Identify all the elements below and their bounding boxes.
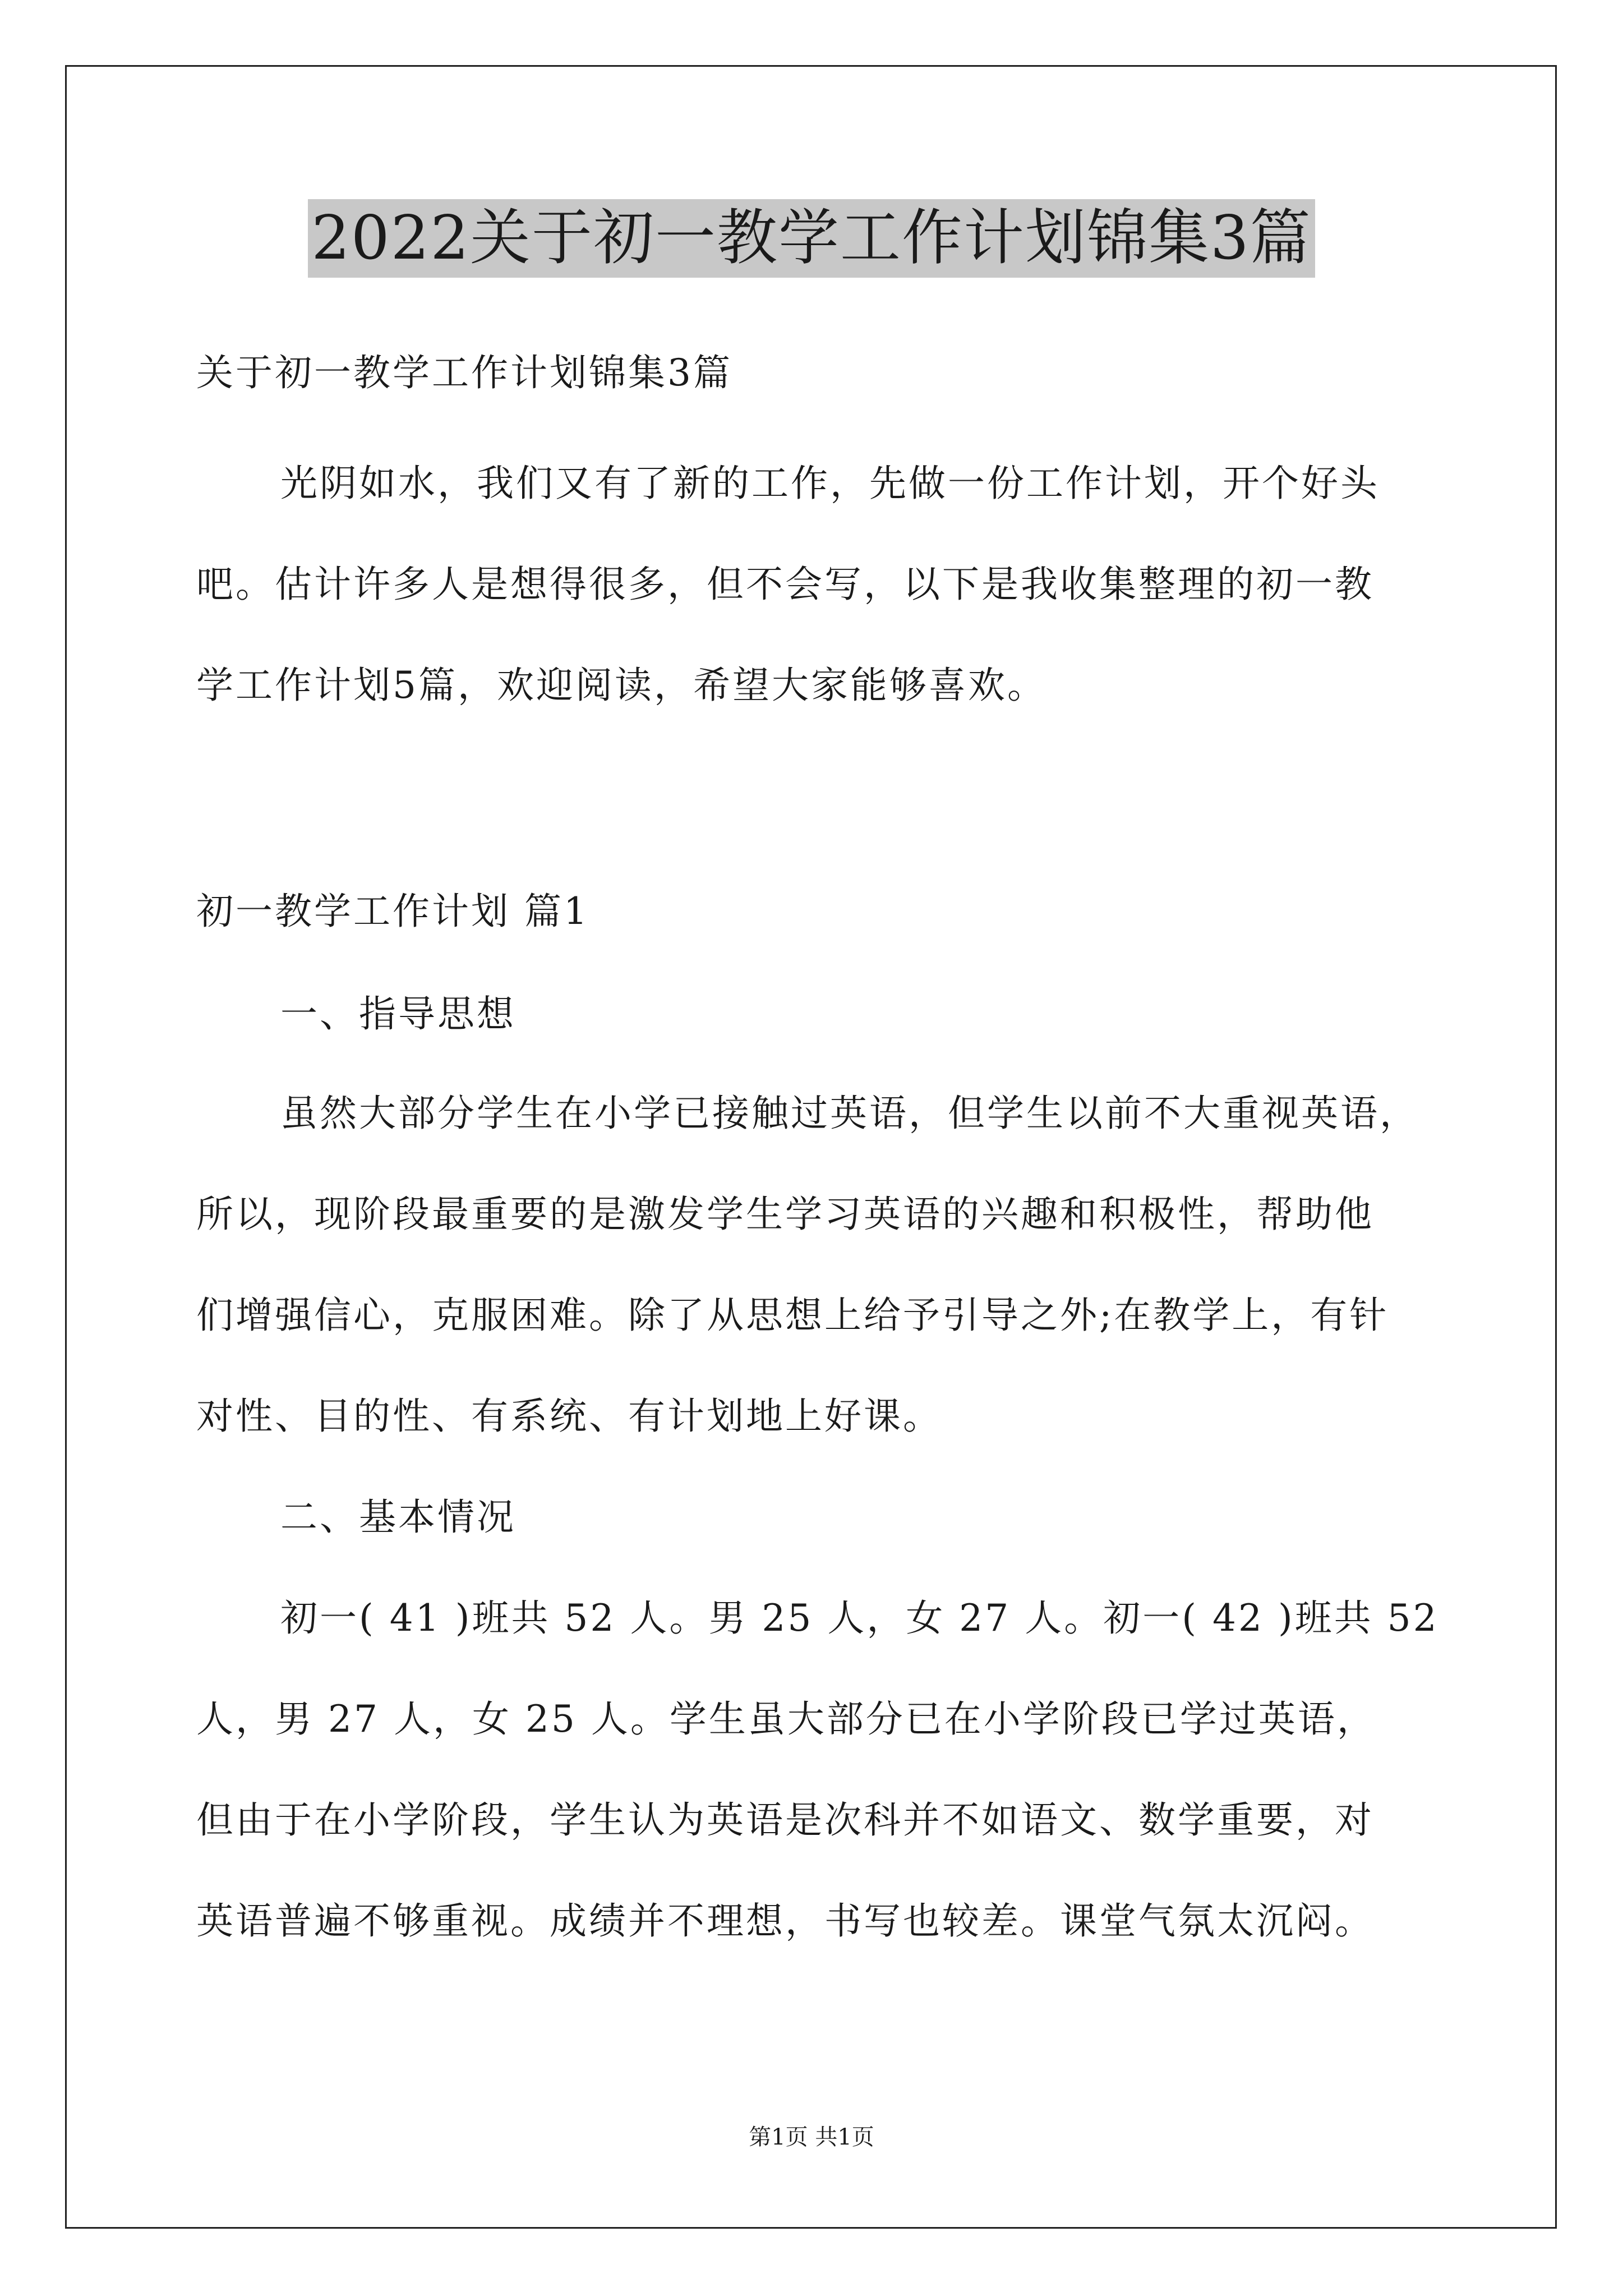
- paragraph-line: 所以，现阶段最重要的是激发学生学习英语的兴趣和积极性，帮助他: [196, 1193, 1374, 1236]
- paragraph-line: 但由于在小学阶段，学生认为英语是次科并不如语文、数学重要，对: [196, 1798, 1374, 1842]
- subsection-heading: 一、指导思想: [280, 992, 516, 1036]
- paragraph-line: 人，男 27 人，女 25 人。学生虽大部分已在小学阶段已学过英语，: [196, 1697, 1376, 1741]
- title-container: [0, 199, 1623, 278]
- paragraph-line: 吧。估计许多人是想得很多，但不会写，以下是我收集整理的初一教: [196, 563, 1374, 606]
- paragraph-line: 英语普遍不够重视。成绩并不理想，书写也较差。课堂气氛太沉闷。: [196, 1899, 1374, 1943]
- subtitle-line: 关于初一教学工作计划锦集3篇: [196, 351, 732, 394]
- section-heading: 初一教学工作计划 篇1: [196, 890, 589, 933]
- paragraph-line: 初一( 41 )班共 52 人。男 25 人，女 27 人。初一( 42 )班共 52: [280, 1596, 1439, 1640]
- paragraph-line: 们增强信心，克服困难。除了从思想上给予引导之外;在教学上，有针: [196, 1294, 1389, 1337]
- paragraph-line: 光阴如水，我们又有了新的工作，先做一份工作计划，开个好头: [280, 462, 1380, 505]
- document-title: 2022关于初一教学工作计划锦集3篇: [308, 199, 1315, 278]
- paragraph-line: 对性、目的性、有系统、有计划地上好课。: [196, 1395, 942, 1438]
- paragraph-line: 学工作计划5篇，欢迎阅读，希望大家能够喜欢。: [196, 664, 1046, 707]
- subsection-heading: 二、基本情况: [280, 1496, 516, 1539]
- page-footer: 第1页 共1页: [749, 2124, 874, 2150]
- paragraph-line: 虽然大部分学生在小学已接触过英语，但学生以前不大重视英语，: [280, 1092, 1419, 1135]
